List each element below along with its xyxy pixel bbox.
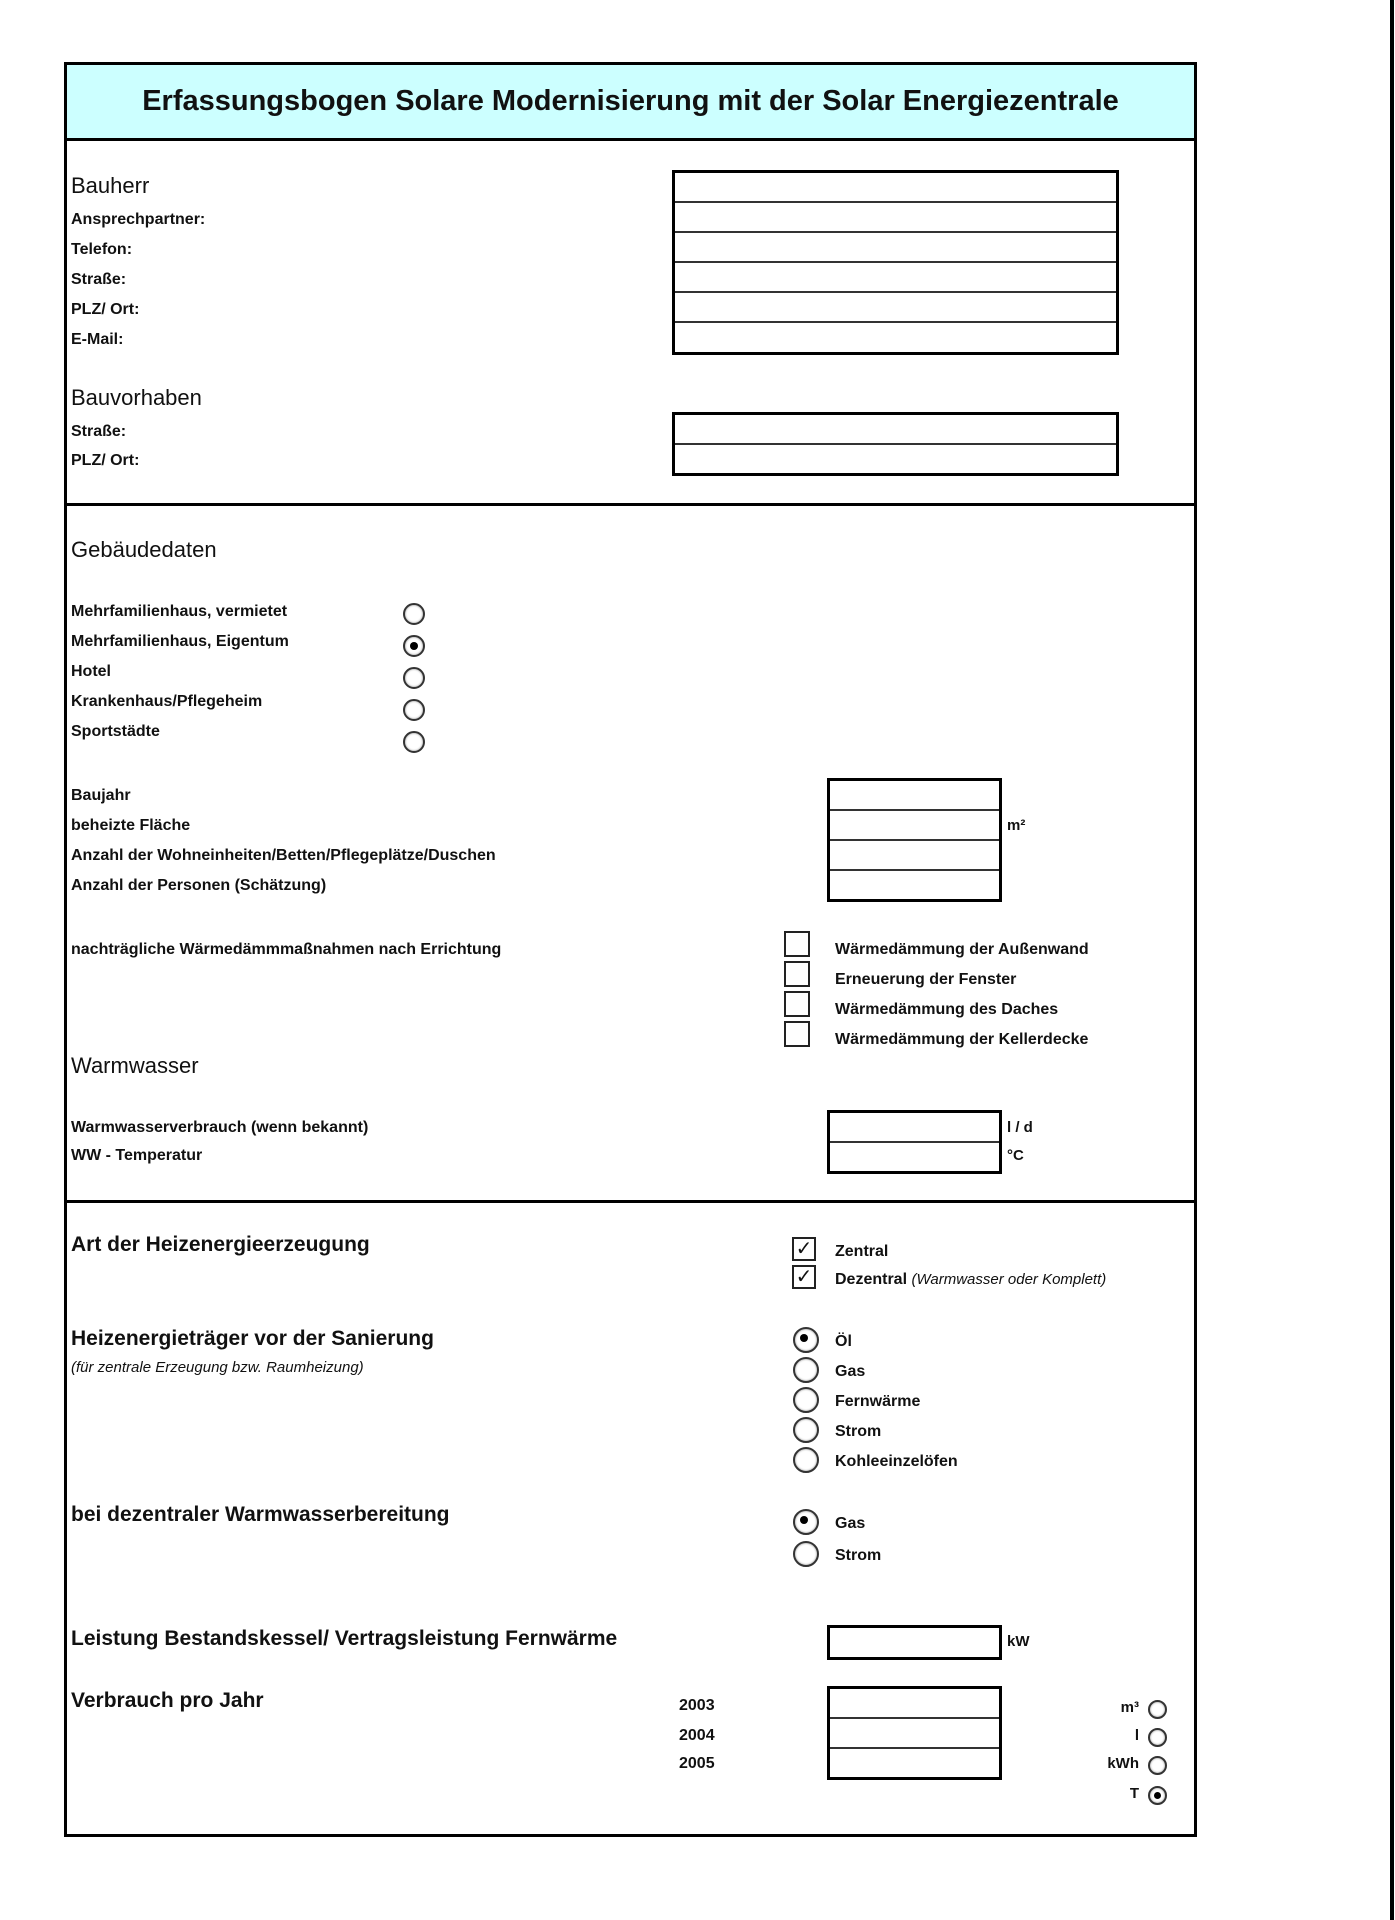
verbrauch-2003-input[interactable] (830, 1689, 999, 1717)
survey-form (64, 62, 1197, 1837)
baujahr-input[interactable] (830, 781, 999, 809)
radio-kohle[interactable] (793, 1447, 819, 1473)
form-title: Erfassungsbogen Solare Modernisierung mit der Solar Energiezentrale (67, 65, 1194, 141)
bauherr-street-input[interactable] (675, 263, 1116, 291)
checkbox-kellerdecke[interactable] (784, 1021, 810, 1047)
dezentral-heading: bei dezentraler Warmwasserbereitung (71, 1503, 450, 1526)
verbrauch-year-label: 2003 (679, 1697, 715, 1714)
bauherr-phone-input[interactable] (675, 233, 1116, 261)
radio-hotel[interactable] (403, 667, 425, 689)
bauvorhaben-city-input[interactable] (675, 445, 1116, 473)
building-data-fields-box (827, 778, 1002, 902)
art-option-label-text: Dezentral (835, 1271, 908, 1288)
wohneinheiten-label: Anzahl der Wohneinheiten/Betten/Pflegeplätze/Duschen (71, 847, 496, 864)
traeger-option-label: Öl (835, 1333, 852, 1350)
art-option-label: Zentral (835, 1243, 889, 1260)
ww-temperatur-input[interactable] (830, 1143, 999, 1171)
building-type-label: Mehrfamilienhaus, vermietet (71, 603, 288, 620)
bauherr-phone-row (675, 233, 1116, 263)
verbrauch-year-label: 2004 (679, 1727, 715, 1744)
bauherr-city-row (675, 293, 1116, 323)
building-type-label: Sportstädte (71, 723, 160, 740)
building-type-label: Mehrfamilienhaus, Eigentum (71, 633, 289, 650)
personen-row (830, 871, 999, 899)
ww-temperatur-label: WW - Temperatur (71, 1147, 203, 1164)
radio-dezentral-strom[interactable] (793, 1541, 819, 1567)
bauvorhaben-street-row (675, 415, 1116, 445)
warmwasser-heading: Warmwasser (71, 1053, 199, 1078)
personen-label: Anzahl der Personen (Schätzung) (71, 877, 327, 894)
bauvorhaben-city-row (675, 445, 1116, 473)
ww-temperatur-unit: °C (1007, 1147, 1024, 1164)
building-type-label: Krankenhaus/Pflegeheim (71, 693, 263, 710)
insulation-option-label: Wärmedämmung des Daches (835, 1001, 1059, 1018)
checkbox-aussenwand[interactable] (784, 931, 810, 957)
bauvorhaben-heading: Bauvorhaben (71, 385, 202, 410)
bauherr-contact-input[interactable] (675, 203, 1116, 231)
traeger-option-label: Kohleeinzelöfen (835, 1453, 958, 1470)
radio-oel[interactable] (793, 1327, 819, 1353)
ww-verbrauch-row (830, 1113, 999, 1143)
checkbox-zentral[interactable] (792, 1237, 816, 1261)
radio-dezentral-gas[interactable] (793, 1509, 819, 1535)
radio-mfh-vermietet[interactable] (403, 603, 425, 625)
gebaeudedaten-heading: Gebäudedaten (71, 537, 217, 562)
insulation-label: nachträgliche Wärmedämmmaßnahmen nach Errichtung (71, 941, 502, 958)
bauherr-label-street: Straße: (71, 271, 127, 288)
bauherr-street-row (675, 263, 1116, 293)
leistung-unit: kW (1007, 1633, 1030, 1650)
warmwasser-fields-box (827, 1110, 1002, 1174)
radio-unit-kwh[interactable] (1148, 1756, 1167, 1775)
verbrauch-year-label: 2005 (679, 1755, 715, 1772)
radio-strom[interactable] (793, 1417, 819, 1443)
radio-unit-m3[interactable] (1148, 1700, 1167, 1719)
verbrauch-2004-row (830, 1719, 999, 1749)
verbrauch-2005-row (830, 1749, 999, 1777)
section-divider (67, 503, 1194, 506)
dezentral-option-label: Strom (835, 1547, 882, 1564)
leistung-field-box (827, 1625, 1002, 1660)
leistung-heading: Leistung Bestandskessel/ Vertragsleistung Fernwärme (71, 1627, 618, 1650)
flaeche-input[interactable] (830, 811, 999, 839)
verbrauch-2003-row (830, 1689, 999, 1719)
dezentral-option-label: Gas (835, 1515, 866, 1532)
bauherr-email-input[interactable] (675, 323, 1116, 352)
checkmark-icon: ✓ (795, 1238, 813, 1260)
personen-input[interactable] (830, 871, 999, 899)
verbrauch-heading: Verbrauch pro Jahr (71, 1689, 264, 1712)
radio-fernwaerme[interactable] (793, 1387, 819, 1413)
traeger-option-label: Fernwärme (835, 1393, 921, 1410)
leistung-row (830, 1628, 999, 1657)
traeger-option-label: Gas (835, 1363, 866, 1380)
unit-label-kwh: kWh (1107, 1755, 1139, 1772)
bauvorhaben-street-input[interactable] (675, 415, 1116, 443)
verbrauch-fields-box (827, 1686, 1002, 1780)
bauherr-label-contact: Ansprechpartner: (71, 211, 206, 228)
bauherr-label-phone: Telefon: (71, 241, 133, 258)
wohneinheiten-input[interactable] (830, 841, 999, 869)
insulation-option-label: Wärmedämmung der Kellerdecke (835, 1031, 1089, 1048)
radio-krankenhaus[interactable] (403, 699, 425, 721)
radio-sportstaette[interactable] (403, 731, 425, 753)
leistung-input[interactable] (830, 1628, 999, 1657)
verbrauch-2004-input[interactable] (830, 1719, 999, 1747)
wohneinheiten-row (830, 841, 999, 871)
art-heading: Art der Heizenergieerzeugung (71, 1233, 370, 1256)
bauherr-name-input[interactable] (675, 173, 1116, 201)
flaeche-label: beheizte Fläche (71, 817, 191, 834)
traeger-heading: Heizenergieträger vor der Sanierung (71, 1327, 434, 1350)
checkbox-fenster[interactable] (784, 961, 810, 987)
flaeche-row (830, 811, 999, 841)
checkbox-dach[interactable] (784, 991, 810, 1017)
bauvorhaben-label-city: PLZ/ Ort: (71, 452, 140, 469)
page-edge-rule (1390, 0, 1394, 1920)
art-option-label (835, 1271, 1106, 1289)
radio-mfh-eigentum[interactable] (403, 635, 425, 657)
baujahr-row (830, 781, 999, 811)
radio-unit-t[interactable] (1148, 1786, 1167, 1805)
radio-gas[interactable] (793, 1357, 819, 1383)
flaeche-unit: m² (1007, 817, 1026, 834)
verbrauch-2005-input[interactable] (830, 1749, 999, 1777)
unit-label-m3: m³ (1120, 1699, 1139, 1716)
art-option-note: (Warmwasser oder Komplett) (911, 1271, 1107, 1288)
bauvorhaben-label-street: Straße: (71, 423, 127, 440)
unit-label-l: l (1134, 1727, 1139, 1744)
bauherr-email-row (675, 323, 1116, 352)
bauherr-heading: Bauherr (71, 173, 150, 198)
bauherr-fields-box (672, 170, 1119, 355)
traeger-option-label: Strom (835, 1423, 882, 1440)
checkbox-dezentral[interactable] (792, 1265, 816, 1289)
bauherr-name-row (675, 173, 1116, 203)
baujahr-label: Baujahr (71, 787, 131, 804)
bauherr-city-input[interactable] (675, 293, 1116, 321)
insulation-option-label: Wärmedämmung der Außenwand (835, 941, 1089, 958)
building-type-label: Hotel (71, 663, 111, 680)
radio-unit-l[interactable] (1148, 1728, 1167, 1747)
unit-label-t: T (1129, 1785, 1139, 1802)
ww-verbrauch-label: Warmwasserverbrauch (wenn bekannt) (71, 1119, 369, 1136)
ww-temperatur-row (830, 1143, 999, 1171)
bauherr-label-city: PLZ/ Ort: (71, 301, 140, 318)
ww-verbrauch-input[interactable] (830, 1113, 999, 1141)
checkmark-icon: ✓ (795, 1266, 813, 1288)
section-divider (67, 1200, 1194, 1203)
bauvorhaben-fields-box (672, 412, 1119, 476)
traeger-note: (für zentrale Erzeugung bzw. Raumheizung) (71, 1359, 364, 1376)
bauherr-label-email: E-Mail: (71, 331, 124, 348)
bauherr-contact-row (675, 203, 1116, 233)
ww-verbrauch-unit: l / d (1007, 1119, 1033, 1136)
insulation-option-label: Erneuerung der Fenster (835, 971, 1017, 988)
